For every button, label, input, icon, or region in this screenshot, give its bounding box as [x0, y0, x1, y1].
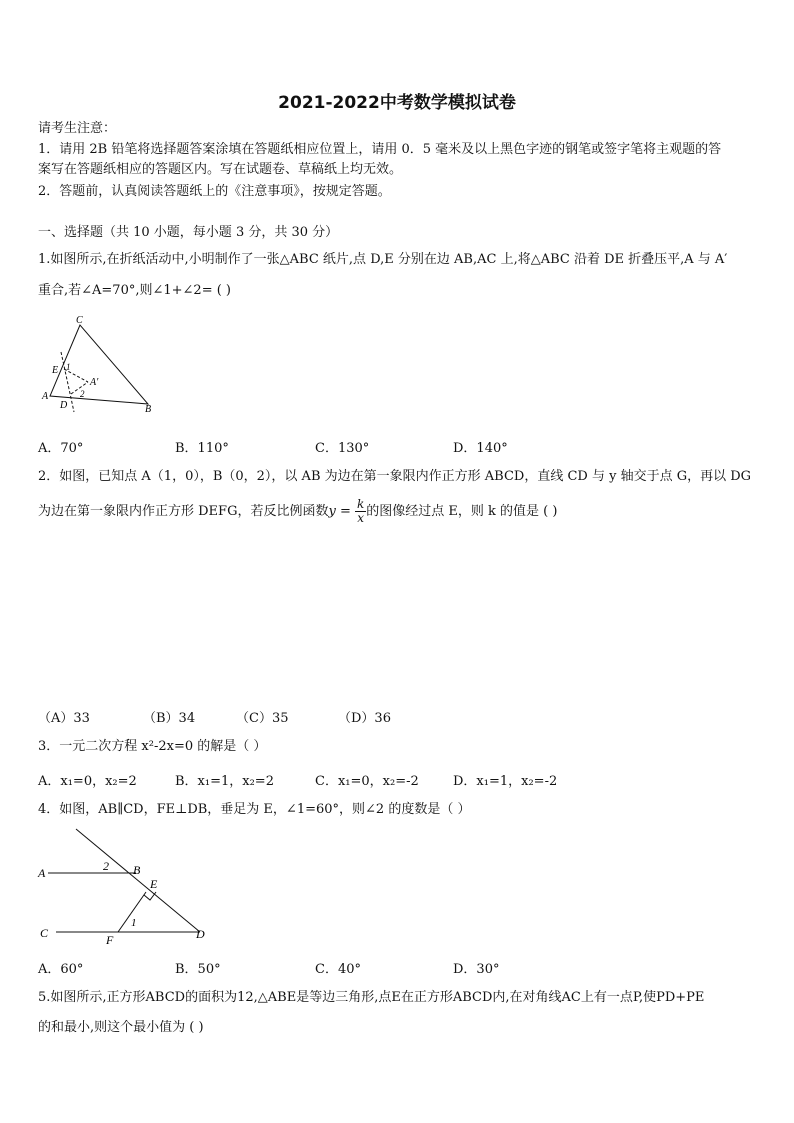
label-b: B	[145, 404, 152, 415]
q1-triangle-figure	[38, 312, 168, 416]
label-a: A	[38, 866, 46, 880]
label-c: C	[40, 926, 49, 940]
section-heading: 一、选择题（共 10 小题，每小题 3 分，共 30 分）	[38, 225, 339, 240]
notice-heading: 请考生注意：	[38, 121, 117, 136]
q4-option-d[interactable]: D．30°	[453, 962, 500, 977]
label-a: A	[42, 391, 49, 402]
q1-stem-line2: 重合,若∠A=70°,则∠1+∠2= ( )	[38, 283, 232, 298]
formula-equals: =	[335, 504, 355, 519]
q2-option-c[interactable]: （C）35	[236, 711, 289, 726]
label-b: B	[133, 863, 141, 877]
q3-stem: 3．一元二次方程 x²-2x=0 的解是（ ）	[38, 739, 267, 754]
label-angle-2: 2	[103, 859, 109, 873]
q1-option-d[interactable]: D．140°	[453, 441, 508, 456]
triangle-abc	[50, 325, 148, 404]
fraction-denominator: x	[357, 511, 365, 525]
q4-option-b[interactable]: B．50°	[175, 962, 221, 977]
label-angle-2: 2	[80, 389, 85, 399]
q1-option-c[interactable]: C．130°	[315, 441, 370, 456]
q2-option-d[interactable]: （D）36	[338, 711, 391, 726]
line-db	[76, 829, 200, 932]
q3-option-d[interactable]: D．x₁=1，x₂=-2	[453, 774, 558, 789]
label-angle-1: 1	[66, 362, 71, 372]
label-e: E	[150, 877, 158, 891]
label-d: D	[196, 927, 205, 941]
q4-parallel-lines-figure	[36, 826, 216, 948]
formula-y: y	[328, 504, 336, 519]
q4-option-c[interactable]: C．40°	[315, 962, 361, 977]
label-d: D	[60, 400, 68, 411]
notice-line-1a: 1．请用 2B 铅笔将选择题答案涂填在答题纸相应位置上，请用 0．5 毫米及以上黑色字迹的钢笔或签字笔将主观题的答	[38, 142, 722, 157]
q2-stem-line2	[38, 496, 557, 528]
formula-fraction	[355, 498, 366, 525]
q4-stem: 4．如图，AB∥CD，FE⊥DB，垂足为 E，∠1=60°，则∠2 的度数是（ ）	[38, 802, 471, 817]
notice-line-1b: 案写在答题纸相应的答题区内。写在试题卷、草稿纸上均无效。	[38, 162, 403, 177]
label-angle-1: 1	[131, 917, 137, 929]
label-f: F	[106, 933, 114, 947]
fraction-numerator: k	[356, 497, 365, 511]
q1-stem-line1: 1.如图所示,在折纸活动中,小明制作了一张△ABC 纸片,点 D,E 分别在边 AB,AC 上,将△ABC 沿着 DE 折叠压平,A 与 A′	[38, 252, 728, 267]
q2-stem-line1: 2．如图，已知点 A（1，0），B（0，2），以 AB 为边在第一象限内作正方形 ABCD，直线 CD 与 y 轴交于点 G，再以 DG	[38, 469, 752, 484]
q4-option-a[interactable]: A．60°	[38, 962, 84, 977]
q5-stem-line1: 5.如图所示,正方形ABCD的面积为12,△ABE是等边三角形,点E在正方形ABCD内,在对角线AC上有一点P,使PD+PE	[38, 990, 705, 1005]
q3-option-c[interactable]: C．x₁=0，x₂=-2	[315, 774, 419, 789]
q3-option-a[interactable]: A．x₁=0，x₂=2	[38, 774, 137, 789]
q2-stem-text-b: 的图像经过点 E，则 k 的值是 ( )	[366, 504, 558, 519]
notice-line-2: 2．答题前，认真阅读答题纸上的《注意事项》，按规定答题。	[38, 184, 391, 199]
q3-option-b[interactable]: B．x₁=1，x₂=2	[175, 774, 274, 789]
label-c: C	[76, 315, 83, 326]
q1-option-b[interactable]: B．110°	[175, 441, 229, 456]
page-title: 2021-2022中考数学模拟试卷	[278, 93, 516, 113]
label-e: E	[52, 365, 59, 376]
right-angle-mark	[144, 892, 156, 900]
q2-option-b[interactable]: （B）34	[143, 711, 196, 726]
q1-option-a[interactable]: A．70°	[38, 441, 84, 456]
q2-option-a[interactable]: （A）33	[38, 711, 90, 726]
q2-stem-text-a: 为边在第一象限内作正方形 DEFG，若反比例函数	[38, 504, 329, 519]
q5-stem-line2: 的和最小,则这个最小值为 ( )	[38, 1020, 204, 1035]
label-a-prime: A′	[90, 377, 99, 388]
